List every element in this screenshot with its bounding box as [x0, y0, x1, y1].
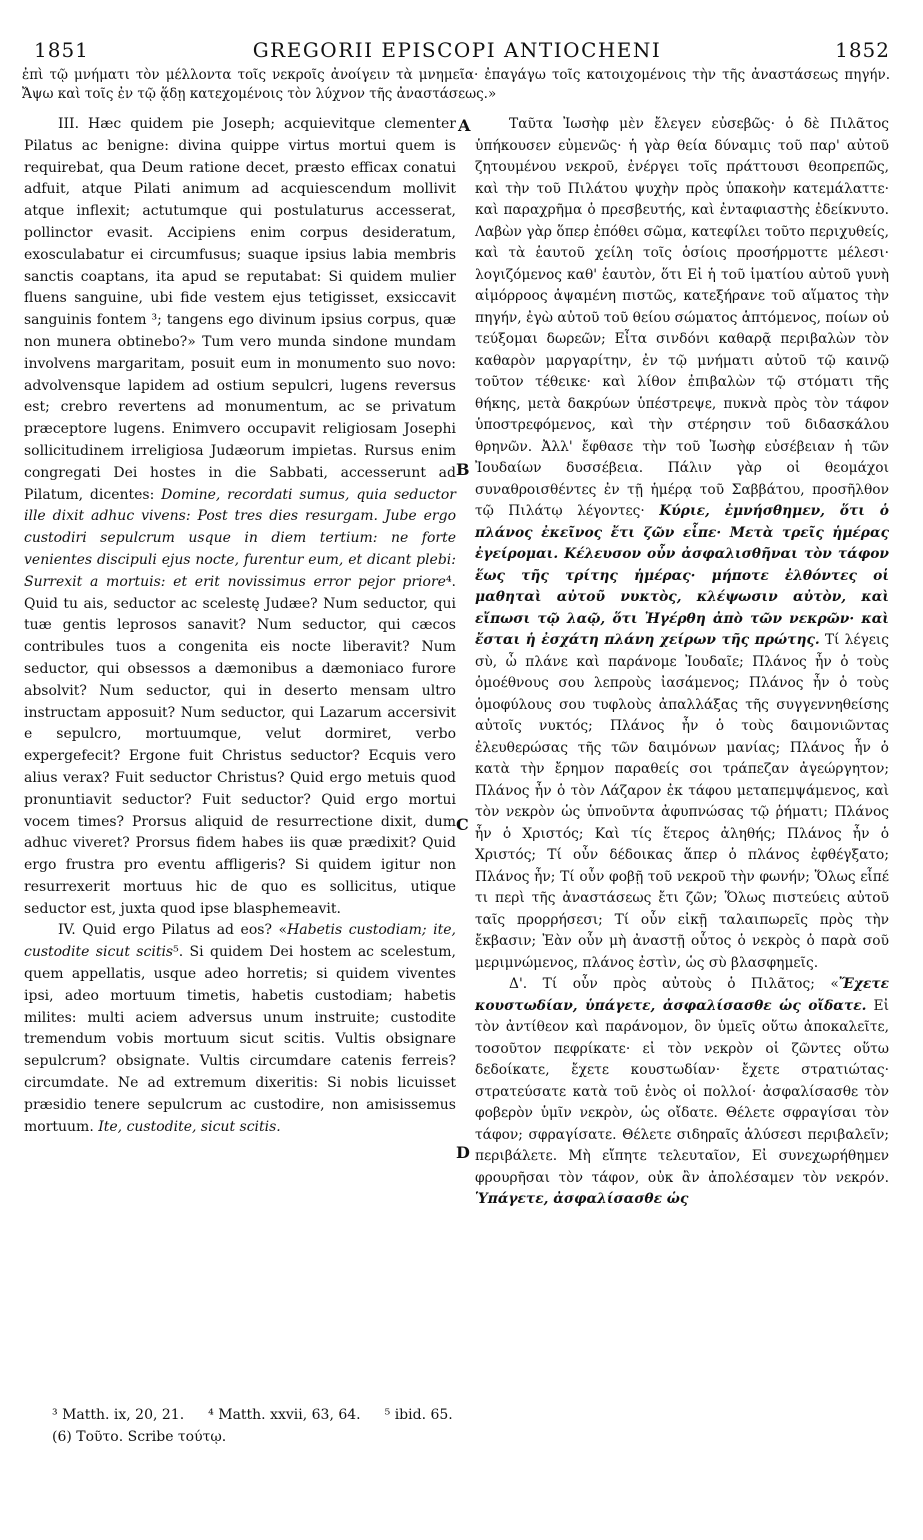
- page-number-right: 1852: [835, 38, 890, 62]
- latin-quote: Ite, custodite, sicut scitis.: [98, 1118, 281, 1135]
- greek-quote: Ἔχετε κουστωδίαν, ὑπάγετε, ἀσφαλίσασθε ὡς οἴδατε.: [475, 976, 889, 1014]
- latin-text: III. Hæc quidem pie Joseph; acquievitque clementer Pilatus ac benigne: divina quippe virtus mortui quem is requirebat, qua Deum ratione decet, præsto efficax conatui adfuit, atque Pilati animum ad acquiescendum mollivit atque inflexit; actutumque qui postulaturus accesserat, pollinctor evasit. Accipiens enim corpus desideratum, exosculabatur ei circumfusus; suaque ipsius labia membris sanctis coaptans, ita apud se reputabat: Si quidem mulier fluens sanguine, ubi fide vestem ejus tetigisset, exsiccavit sanguinis fontem ³; tangens ego divinum ipsius corpus, quæ non munera obtinebo?» Tum vero munda sindone mundam involvens margaritam, posuit eum in monumento suo novo: advolvensque lapidem ad ostium sepulcri, lugens reversus est; crebro revertens ad monumentum, ac se privatum præceptore lugens. Enimvero occupavit religiosam Josephi sollicitudinem irreligiosa Judæorum impietas. Rursus enim congregati Dei hostes in die Sabbati, accesserunt ad Pilatum, dicentes:: [24, 116, 456, 503]
- greek-quote: Κύριε, ἐμνήσθημεν, ὅτι ὁ πλάνος ἐκεῖνος ἔτι ζῶν εἶπε· Μετὰ τρεῖς ἡμέρας ἐγείρομαι. Κέλευσον οὖν ἀσφαλισθῆναι τὸν τάφον ἕως τῆς τρίτης ἡμέρας· μήποτε ἐλθόντες οἱ μαθηταὶ αὐτοῦ νυκτὸς, κλέψωσιν αὐτὸν, καὶ εἴπωσι τῷ λαῷ, ὅτι Ἠγέρθη ἀπὸ τῶν νεκρῶν· καὶ ἔσται ἡ ἐσχάτη πλάνη χείρων τῆς πρώτης.: [475, 503, 889, 648]
- greek-paragraph-2: [475, 974, 889, 1211]
- running-head: [24, 38, 890, 64]
- greek-text: Ταῦτα Ἰωσὴφ μὲν ἔλεγεν εὐσεβῶς· ὁ δὲ Πιλᾶτος ὑπήκουσεν εὐμενῶς· ἡ γὰρ θεία δύναμις τοῦ παρ' αὐτοῦ ζητουμένου νεκροῦ, ἐνέργει τοῖς πράττουσι θεοπρεπῶς, καὶ τὴν τοῦ Πιλάτου ψυχὴν πρὸς ὑπακοὴν κατεμάλαττε· καὶ παραχρῆμα ὁ πρεσβευτής, καὶ ἐνταφιαστὴς ἐδείκνυτο. Λαβὼν γὰρ ὅπερ ἐπόθει σῶμα, κατεφίλει τοῦτο περιχυθείς, καὶ τὰ ἑαυτοῦ χείλη τοῖς ὁσίοις προσήρμοττε μέλεσι· λογιζόμενος καθ' ἑαυτὸν, ὅτι Εἰ ἡ τοῦ ἱματίου αὐτοῦ γυνὴ αἱμόρροος ἁψαμένη πιστῶς, κατεξήρανε τοῦ αἵματος τὴν πηγήν, ἐγὼ αὐτοῦ τοῦ θείου σώματος ἁπτόμενος, ποίων οὐ τεύξομαι δωρεῶν; Εἶτα σινδόνι καθαρᾷ περιβαλὼν τὸν καθαρὸν μαργαρίτην, ἐν τῷ μνήματι αὐτοῦ τῷ καινῷ τοῦτον τέθεικε· καὶ λίθον ἐπιβαλὼν τῷ στόματι τῆς θήκης, μετὰ δακρύων ὑπέστρεψε, πυκνὰ πρὸς τὸν τάφον ὑποστρεφόμενος, καὶ τὴν στέρησιν τοῦ διδασκάλου θρηνῶν. Ἀλλ' ἔφθασε τὴν τοῦ Ἰωσὴφ εὐσέβειαν ἡ τῶν Ἰουδαίων δυσσέβεια. Πάλιν γὰρ οἱ θεομάχοι συναθροισθέντες ἐν τῇ ἡμέρᾳ τοῦ Σαββάτου, προσῆλθον τῷ Πιλάτῳ λέγοντες·: [475, 116, 889, 519]
- footnote-3: ³ Matth. ix, 20, 21.: [52, 1407, 185, 1423]
- greek-column: [475, 114, 889, 1211]
- page-number-left: 1851: [34, 38, 89, 62]
- latin-paragraph-iii: [24, 114, 456, 920]
- greek-paragraph-1: [475, 114, 889, 974]
- section-marker-d: D: [456, 1143, 470, 1162]
- greek-quote: Ὑπάγετε, ἀσφαλίσασθε ὡς: [475, 1191, 689, 1207]
- greek-text: Τί λέγεις σὺ, ὦ πλάνε καὶ παράνομε Ἰουδαῖε; Πλάνος ἦν ὁ τοὺς ὁμοέθνους σου λεπροὺς ἰασάμενος; Πλάνος ἦν ὁ τοὺς ὁμοφύλους σου τυφλοὺς ἀπαλλάξας τῆς συγγεννηθείσης αὐτοῖς νυκτός; Πλάνος ἦν ὁ τοὺς δαιμονιῶντας ἐλευθερώσας τῆς τῶν δαιμόνων μανίας; Πλάνος ἦν ὁ κατὰ τὴν ἔρημον παραθείς σοι τράπεζαν ἀγεώργητον; Πλάνος ἦν ὁ τὸν Λάζαρον ἐκ τάφου μεταπεμψάμενος, καὶ τὸν νεκρὸν ὡς ὑπνοῦντα ἀφυπνώσας τῷ ῥήματι; Πλάνος ἦν ὁ Χριστός; Καὶ τίς ἕτερος ἀληθής; Πλάνος ἦν ὁ Χριστός; Τί οὖν δέδοικας ἅπερ ὁ πλάνος ἐφθέγξατο; Πλάνος ἦν; Τί οὖν φοβῇ τοῦ νεκροῦ τὴν φωνήν; Ὅλως εἶπέ τι περὶ τῆς ἀναστάσεως ἔτι ζῶν; Ὅλως πιστεύεις αὐτοῦ ταῖς προρρήσεσι; Τί οὖν εἰκῇ ταλαιπωρεῖς πρὸς τὴν ἔκβασιν; Ἐὰν οὖν μὴ ἀναστῇ οὗτος ὁ νεκρὸς ὁ παρὰ σοῦ μεριμνώμενος, πλάνος ἐστὶν, ὡς σὺ βλασφημεῖς.: [475, 632, 890, 971]
- latin-quote: Habetis custodiam; ite, custodite sicut scitis: [24, 922, 456, 961]
- section-marker-c: C: [456, 815, 469, 834]
- section-marker-b: B: [456, 460, 470, 479]
- latin-quote: Domine, recordati sumus, quia seductor ille dixit adhuc vivens: Post tres dies resurgam. Jube ergo custodiri sepulcrum usque in diem tertium: ne forte venientes discipuli ejus nocte, furentur eum, et dicant plebi: Surrexit a mortuis: et erit novissimus error pejor priore: [24, 486, 457, 590]
- latin-column: [24, 114, 456, 1138]
- footnotes: [52, 1404, 872, 1448]
- footnote-6: (6) Τοῦτο. Scribe τούτῳ.: [52, 1429, 227, 1445]
- running-title: GREGORII EPISCOPI ANTIOCHENI: [252, 38, 662, 62]
- greek-text: Δ'. Τί οὖν πρὸς αὐτοὺς ὁ Πιλᾶτος; «: [509, 976, 839, 992]
- footnote-4: ⁴ Matth. xxvii, 63, 64.: [208, 1407, 361, 1423]
- latin-text: IV. Quid ergo Pilatus ad eos? «: [58, 922, 288, 939]
- greek-text: Εἰ τὸν ἀντίθεον καὶ παράνομον, ὃν ὑμεῖς οὕτω ἀποκαλεῖτε, τοσοῦτον πεφρίκατε· εἰ τὸν νεκρὸν οἱ ζῶντες οὕτω δεδοίκατε, ἔχετε κουστωδίαν· ἔχετε στρατιώτας· στρατεύσατε κατὰ τοῦ ἑνὸς οἱ πολλοί· ἀσφαλίσασθε τὸν φοβερὸν ὑμῖν νεκρὸν, ὡς οἴδατε. Θέλετε σφραγίσαι τὸν τάφον; σφραγίσατε. Θέλετε σιδηραῖς ἁλύσεσι περιβαλεῖν; περιβάλετε. Μὴ εἴπητε τελευταῖον, Εἰ συνεχωρήθημεν φρουρῆσαι τὸν τάφον, οὐκ ἂν ἀπολέσαμεν τὸν νεκρόν.: [475, 997, 889, 1186]
- latin-text: ⁵. Si quidem Dei hostem ac scelestum, quem appellatis, usque adeo horretis; si quidem viventes ipsi, adeo mortuum timetis, habetis custodiam; habetis milites: multi aciem adversus unum instruite; custodite tremendum vobis mortuum sicut scitis. Vultis obsignare sepulcrum? obsignate. Vultis circumdare catenis ferreis? circumdate. Ne ad extremum dixeritis: Si nobis licuisset præsidio tenere sepulcrum ac custodire, non amisissemus mortuum.: [24, 944, 456, 1135]
- footnote-line: [52, 1404, 872, 1426]
- greek-continuation-line: ἐπὶ τῷ μνήματι τὸν μέλλοντα τοῖς νεκροῖς ἀνοίγειν τὰ μνημεῖα· ἐπαγάγω τοῖς κατοιχομένοις τὴν τῆς ἀναστάσεως πηγήν. Ἄψω καὶ τοῖς ἐν τῷ ᾅδῃ κατεχομένοις τὸν λύχνον τῆς ἀναστάσεως.»: [22, 67, 890, 102]
- footnote-5: ⁵ ibid. 65.: [384, 1407, 453, 1423]
- section-marker-a: A: [458, 116, 471, 135]
- latin-text: ⁴. Quid tu ais, seductor ac scelestę Judæe? Num seductor, qui tuæ gentis leprosos sanavit? Num seductor, qui cæcos contribules tuos a congenita eis nocte liberavit? Num seductor, qui obsessos a dæmonibus a dæmoniaco furore absolvit? Num seductor, qui in deserto mensam ultro instructam apposuit? Num seductor, qui Lazarum accersivit e sepulcro, mortuumque, velut dormiret, verbo expergefecit? Ergone fuit Christus seductor? Ecquis vero alius verax? Fuit seductor Christus? Quid ergo metuis quod pronuntiavit seductor? Fuit seductor? Quid ergo mortui vocem times? Prorsus aliquid de resurrectione dixit, dum adhuc viveret? Prorsus fidem habes iis quæ prædixit? Quid ergo frustra pro eventu affligeris? Si quidem igitur non resurrexerit mortuus hic de quo es sollicitus, utique seductor est, juxta quod ipse blasphemeavit.: [24, 573, 456, 917]
- latin-paragraph-iv: [24, 920, 456, 1138]
